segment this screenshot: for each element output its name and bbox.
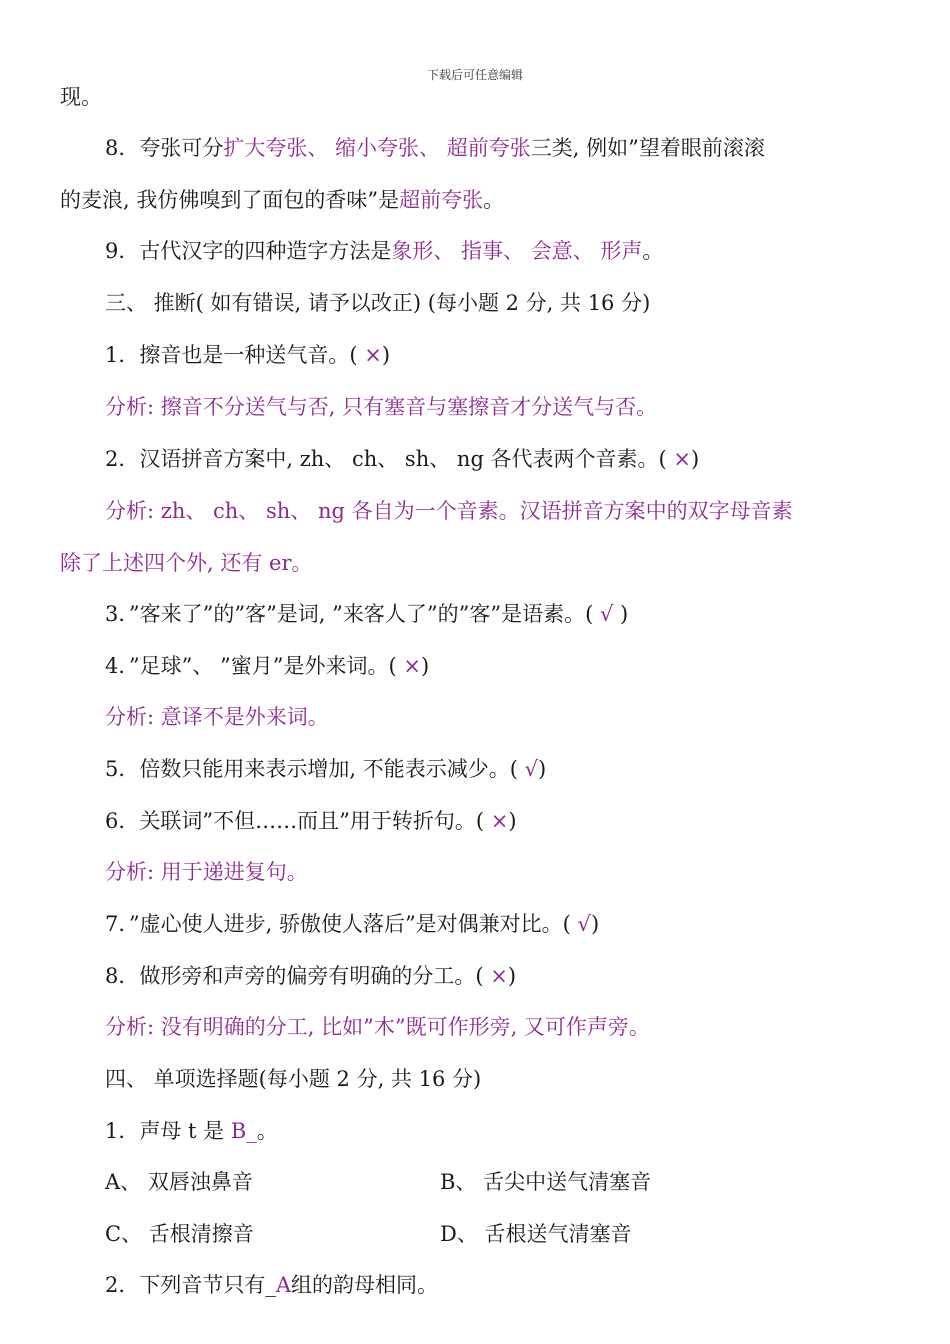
- line-text: ): [507, 964, 517, 988]
- line-text: ): [590, 912, 600, 936]
- choice-option: A、 双唇浊鼻音: [105, 1170, 253, 1194]
- line-text: 四、 单项选择题(每小题 2 分, 共 16 分): [105, 1067, 482, 1091]
- text-line: [105, 1012, 650, 1042]
- text-line: [105, 651, 429, 681]
- line-text: 。: [256, 1119, 278, 1143]
- answer-text: ×: [666, 447, 692, 471]
- line-text: 8．做形旁和声旁的偏旁有明确的分工。(: [105, 964, 484, 988]
- answer-text: 分析: 用于递进复句。: [105, 860, 308, 884]
- answer-text: 分析: 擦音不分送气与否, 只有塞音与塞擦音才分送气与否。: [105, 395, 658, 419]
- line-text: 1．声母 t 是: [105, 1119, 231, 1143]
- line-text: ): [613, 602, 629, 626]
- text-line: [105, 961, 516, 991]
- answer-text: 分析: 没有明确的分工, 比如”木”既可作形旁, 又可作声旁。: [105, 1015, 650, 1039]
- line-text: ): [537, 757, 547, 781]
- line-text: ): [508, 809, 517, 833]
- choice-option: B、 舌尖中送气清塞音: [440, 1170, 652, 1194]
- answer-text: B_: [230, 1119, 257, 1143]
- line-text: 。: [483, 188, 505, 212]
- line-text: ): [420, 654, 430, 678]
- text-line: [105, 444, 699, 474]
- text-line: [105, 392, 657, 422]
- line-text: 。: [642, 239, 664, 263]
- line-text: 2．下列音节只有_: [105, 1273, 276, 1297]
- text-line: [60, 185, 504, 215]
- answer-text: 分析: zh、 ch、 sh、 ng 各自为一个音素。汉语拼音方案中的双字母音素: [105, 499, 793, 523]
- text-line: [60, 548, 313, 578]
- text-line: [105, 806, 517, 836]
- text-line: [60, 82, 102, 112]
- line-text: ): [691, 447, 700, 471]
- line-text: 的麦浪, 我仿佛嗅到了面包的香味”是: [60, 188, 400, 212]
- answer-text: ×: [484, 809, 509, 833]
- text-line: [105, 496, 793, 526]
- question-line: [105, 1270, 438, 1300]
- line-text: 三、 推断( 如有错误, 请予以改正) (每小题 2 分, 共 16 分): [105, 291, 651, 315]
- line-text: 4．”足球”、 ”蜜月”是外来词。(: [105, 654, 397, 678]
- line-text: 9．古代汉字的四种造字方法是: [105, 239, 392, 263]
- line-text: 5．倍数只能用来表示增加, 不能表示减少。(: [105, 757, 518, 781]
- choice-option: D、 舌根送气清塞音: [440, 1222, 632, 1246]
- text-line: [105, 340, 390, 370]
- text-line: [105, 236, 663, 266]
- answer-text: √: [593, 602, 614, 626]
- answer-text: √: [517, 757, 538, 781]
- answer-text: ×: [483, 964, 508, 988]
- text-line: [105, 754, 546, 784]
- text-line: [105, 599, 628, 629]
- answer-text: 分析: 意译不是外来词。: [105, 705, 329, 729]
- text-line: [105, 133, 765, 163]
- line-text: 7．”虚心使人进步, 骄傲使人落后”是对偶兼对比。(: [105, 912, 571, 936]
- answer-text: √: [570, 912, 591, 936]
- line-text: 8．夸张可分: [105, 136, 224, 160]
- page-header: 下载后可任意编辑: [426, 68, 523, 82]
- text-line: [105, 857, 308, 887]
- text-line: [105, 1064, 481, 1094]
- text-line: [105, 702, 329, 732]
- answer-text: ×: [357, 343, 382, 367]
- line-text: 2．汉语拼音方案中, zh、 ch、 sh、 ng 各代表两个音素。(: [105, 447, 667, 471]
- answer-text: 象形、 指事、 会意、 形声: [391, 239, 643, 263]
- text-line: [105, 909, 599, 939]
- line-text: 三类, 例如”望着眼前滚滚: [530, 136, 765, 160]
- choice-option: C、 舌根清擦音: [105, 1222, 254, 1246]
- line-text: 1．擦音也是一种送气音。(: [105, 343, 358, 367]
- line-text: 组的韵母相同。: [291, 1273, 439, 1297]
- answer-text: 扩大夸张、 缩小夸张、 超前夸张: [223, 136, 531, 160]
- text-line: [105, 1116, 278, 1146]
- line-text: 6．关联词”不但……而且”用于转折句。(: [105, 809, 485, 833]
- line-text: 3．”客来了”的”客”是词, ”来客人了”的”客”是语素。(: [105, 602, 594, 626]
- answer-text: A: [275, 1273, 292, 1297]
- answer-text: 除了上述四个外, 还有 er。: [60, 551, 313, 575]
- answer-text: 超前夸张: [399, 188, 484, 212]
- text-line: [105, 288, 650, 318]
- line-text: ): [381, 343, 391, 367]
- answer-text: ×: [396, 654, 421, 678]
- line-text: 现。: [60, 85, 102, 109]
